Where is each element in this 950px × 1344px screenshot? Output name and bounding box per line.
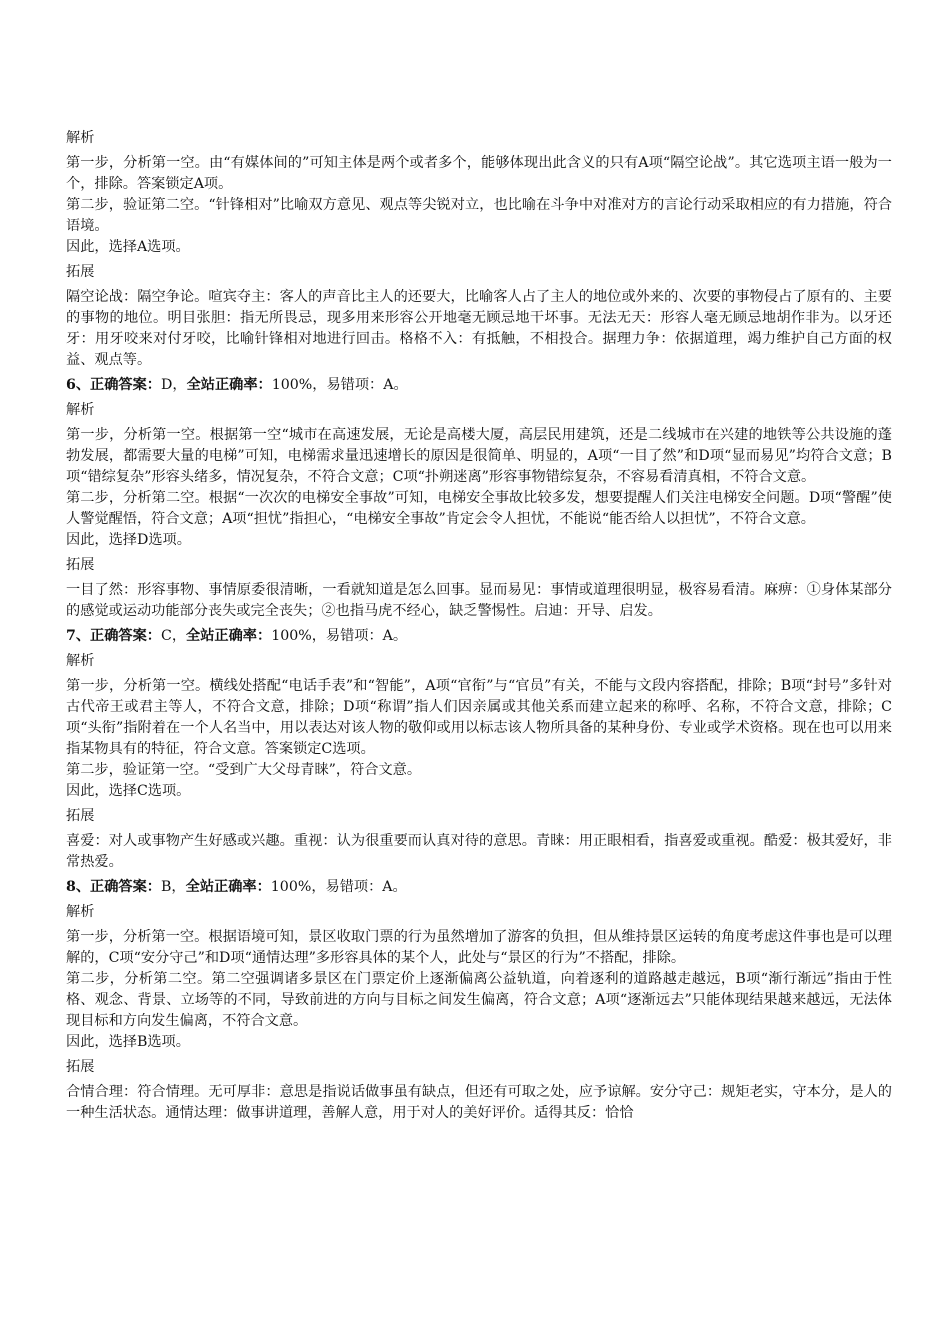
section-label: 拓展: [66, 1059, 95, 1075]
accuracy-value: 100%，易错项：A。: [271, 377, 408, 393]
section-label: 解析: [66, 904, 95, 920]
paragraph: 第二步，验证第一空。“受到广大父母青睐”，符合文意。: [66, 762, 422, 778]
accuracy-value: 100%，易错项：A。: [271, 628, 408, 644]
section-label: 拓展: [66, 264, 95, 280]
section-label: 拓展: [66, 557, 95, 573]
accuracy-label: 全站正确率：: [186, 628, 272, 644]
paragraph: 第一步，分析第一空。根据语境可知，景区收取门票的行为虽然增加了游客的负担，但从维持景区运转的角度考虑这件事也是可以理解的，C项“安分守己”和D项“通情达理”多形容具体的某个人，此处与“景区的行为”不搭配，排除。: [66, 929, 892, 966]
section-label: 拓展: [66, 808, 95, 824]
accuracy-value: 100%，易错项：A。: [270, 879, 407, 895]
paragraph: 因此，选择D选项。: [66, 532, 191, 548]
paragraph: 第二步，验证第二空。“针锋相对”比喻双方意见、观点等尖锐对立，也比喻在斗争中对准对方的言论行动采取相应的有力措施，符合语境。: [66, 197, 892, 234]
answer-number: 6、正确答案：: [66, 377, 161, 393]
paragraph: 隔空论战：隔空争论。喧宾夺主：客人的声音比主人的还要大，比喻客人占了主人的地位或外来的、次要的事物侵占了原有的、主要的事物的地位。明目张胆：指无所畏忌，现多用来形容公开地毫无顾忌地干坏事。无法无天：形容人毫无顾忌地胡作非为。以牙还牙：用牙咬来对付牙咬，比喻针锋相对地进行回击。格格不入：有抵触，不相投合。据理力争：依据道理，竭力维护自己方面的权益、观点等。: [66, 289, 892, 368]
document-page: [66, 124, 892, 1124]
answer-line-8: [66, 877, 892, 898]
paragraph: 因此，选择A选项。: [66, 239, 190, 255]
accuracy-label: 全站正确率：: [186, 377, 272, 393]
paragraph: 第一步，分析第一空。由“有媒体间的”可知主体是两个或者多个，能够体现出此含义的只有A项“隔空论战”。其它选项主语一般为一个，排除。答案锁定A项。: [66, 155, 892, 192]
answer-number: 7、正确答案：: [66, 628, 161, 644]
paragraph: 合情合理：符合情理。无可厚非：意思是指说话做事虽有缺点，但还有可取之处，应予谅解。安分守己：规矩老实，守本分，是人的一种生活状态。通情达理：做事讲道理，善解人意，用于对人的美好评价。适得其反：恰恰: [66, 1084, 892, 1121]
paragraph: 第一步，分析第一空。横线处搭配“电话手表”和“智能”，A项“官衔”与“官员”有关，不能与文段内容搭配，排除；B项“封号”多针对古代帝王或君主等人，不符合文意，排除；D项“称谓”指人们因亲属或其他关系而建立起来的称呼、名称，不符合文意，排除；C项“头衔”指附着在一个人名当中，用以表达对该人物的敬仰或用以标志该人物所具备的某种身份、专业或学术资格。现在也可以用来指某物具有的特征，符合文意。答案锁定C选项。: [66, 678, 892, 757]
paragraph: 因此，选择B选项。: [66, 1034, 190, 1050]
paragraph: 第二步，分析第二空。根据“一次次的电梯安全事故”可知，电梯安全事故比较多发，想要提醒人们关注电梯安全问题。D项“警醒”使人警觉醒悟，符合文意；A项“担忧”指担心，“电梯安全事故”肯定会令人担忧，不能说“能否给人以担忧”，不符合文意。: [66, 490, 892, 527]
answer-letter: D，: [161, 377, 187, 393]
paragraph: 喜爱：对人或事物产生好感或兴趣。重视：认为很重要而认真对待的意思。青睐：用正眼相看，指喜爱或重视。酷爱：极其爱好，非常热爱。: [66, 833, 892, 870]
answer-line-6: [66, 375, 892, 396]
paragraph: 因此，选择C选项。: [66, 783, 191, 799]
answer-line-7: [66, 626, 892, 647]
paragraph: 第一步，分析第一空。根据第一空“城市在高速发展，无论是高楼大厦，高层民用建筑，还是二线城市在兴建的地铁等公共设施的蓬勃发展，都需要大量的电梯”可知，电梯需求量迅速增长的原因是很简单、明显的，A项“一目了然”和D项“显而易见”均符合文意；B项“错综复杂”形容头绪多，情况复杂，不符合文意；C项“扑朔迷离”形容事物错综复杂，不容易看清真相，不符合文意。: [66, 427, 892, 485]
section-label: 解析: [66, 653, 95, 669]
answer-letter: B，: [161, 879, 186, 895]
section-label: 解析: [66, 130, 95, 146]
paragraph: 一目了然：形容事物、事情原委很清晰，一看就知道是怎么回事。显而易见：事情或道理很明显，极容易看清。麻痹：①身体某部分的感觉或运动功能部分丧失或完全丧失；②也指马虎不经心，缺乏警惕性。启迪：开导、启发。: [66, 582, 892, 619]
section-label: 解析: [66, 402, 95, 418]
answer-number: 8、正确答案：: [66, 879, 161, 895]
answer-letter: C，: [161, 628, 187, 644]
accuracy-label: 全站正确率：: [185, 879, 271, 895]
paragraph: 第二步，分析第二空。第二空强调诸多景区在门票定价上逐渐偏离公益轨道，向着逐利的道路越走越远，B项“渐行渐远”指由于性格、观念、背景、立场等的不同，导致前进的方向与目标之间发生偏离，符合文意；A项“逐渐远去”只能体现结果越来越远，无法体现目标和方向发生偏离，不符合文意。: [66, 971, 892, 1029]
